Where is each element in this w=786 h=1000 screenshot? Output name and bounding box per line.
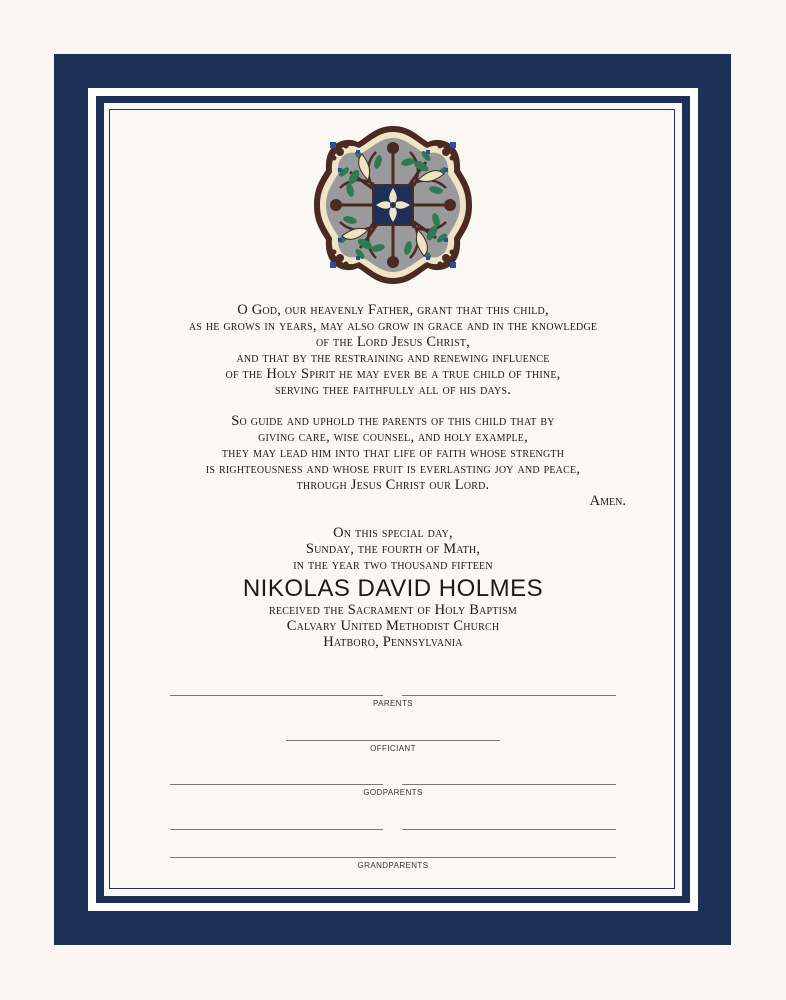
prayer-line: of the Lord Jesus Christ, [316,333,470,350]
officiant-signature-line[interactable] [286,740,500,741]
godparents-label: GODPARENTS [363,788,423,797]
prayer-line: through Jesus Christ our Lord. [296,477,490,494]
church-name: Calvary United Methodist Church [286,617,500,634]
child-name: NIKOLAS DAVID HOLMES [242,574,544,602]
sacrament-text: received the Sacrament of Holy Baptism [269,601,517,618]
grandparent-signature-line-1[interactable] [170,829,383,830]
baptism-details [140,526,646,650]
event-intro: On this special day, [333,525,453,541]
prayer-line: they may lead him into that life of faith whose strength [221,445,565,462]
prayer-line: So guide and uphold the parents of this child that by [231,413,555,430]
prayer-line: is righteousness and whose fruit is everlasting joy and peace, [205,461,581,478]
officiant-label: OFFICIANT [370,744,416,753]
grandparent-signature-line-3[interactable] [170,857,616,858]
baptism-prayer [140,303,646,494]
prayer-line: as he grows in years, may also grow in grace and in the knowledge [188,317,598,334]
ornamental-cross-tile-icon [310,122,476,288]
event-year: in the year two thousand fifteen [293,556,493,573]
parent-signature-line-2[interactable] [402,695,616,696]
prayer-line: of the Holy Spirit he may ever be a true child of thine, [225,365,561,382]
prayer-line: and that by the restraining and renewing influence [236,349,550,366]
prayer-line: O God, our heavenly Father, grant that this child, [237,302,549,318]
church-location: Hatboro, Pennsylvania [323,633,463,650]
event-date: Sunday, the fourth of Math, [305,540,481,557]
grandparent-signature-line-2[interactable] [402,829,616,830]
parents-label: PARENTS [373,699,413,708]
amen-text: Amen. [589,493,626,509]
godparent-signature-line-2[interactable] [402,784,616,785]
grandparents-label: GRANDPARENTS [357,861,429,870]
prayer-line: serving thee faithfully all of his days. [274,381,512,398]
godparent-signature-line-1[interactable] [170,784,383,785]
prayer-line: giving care, wise counsel, and holy example, [258,429,528,446]
parent-signature-line-1[interactable] [170,695,383,696]
